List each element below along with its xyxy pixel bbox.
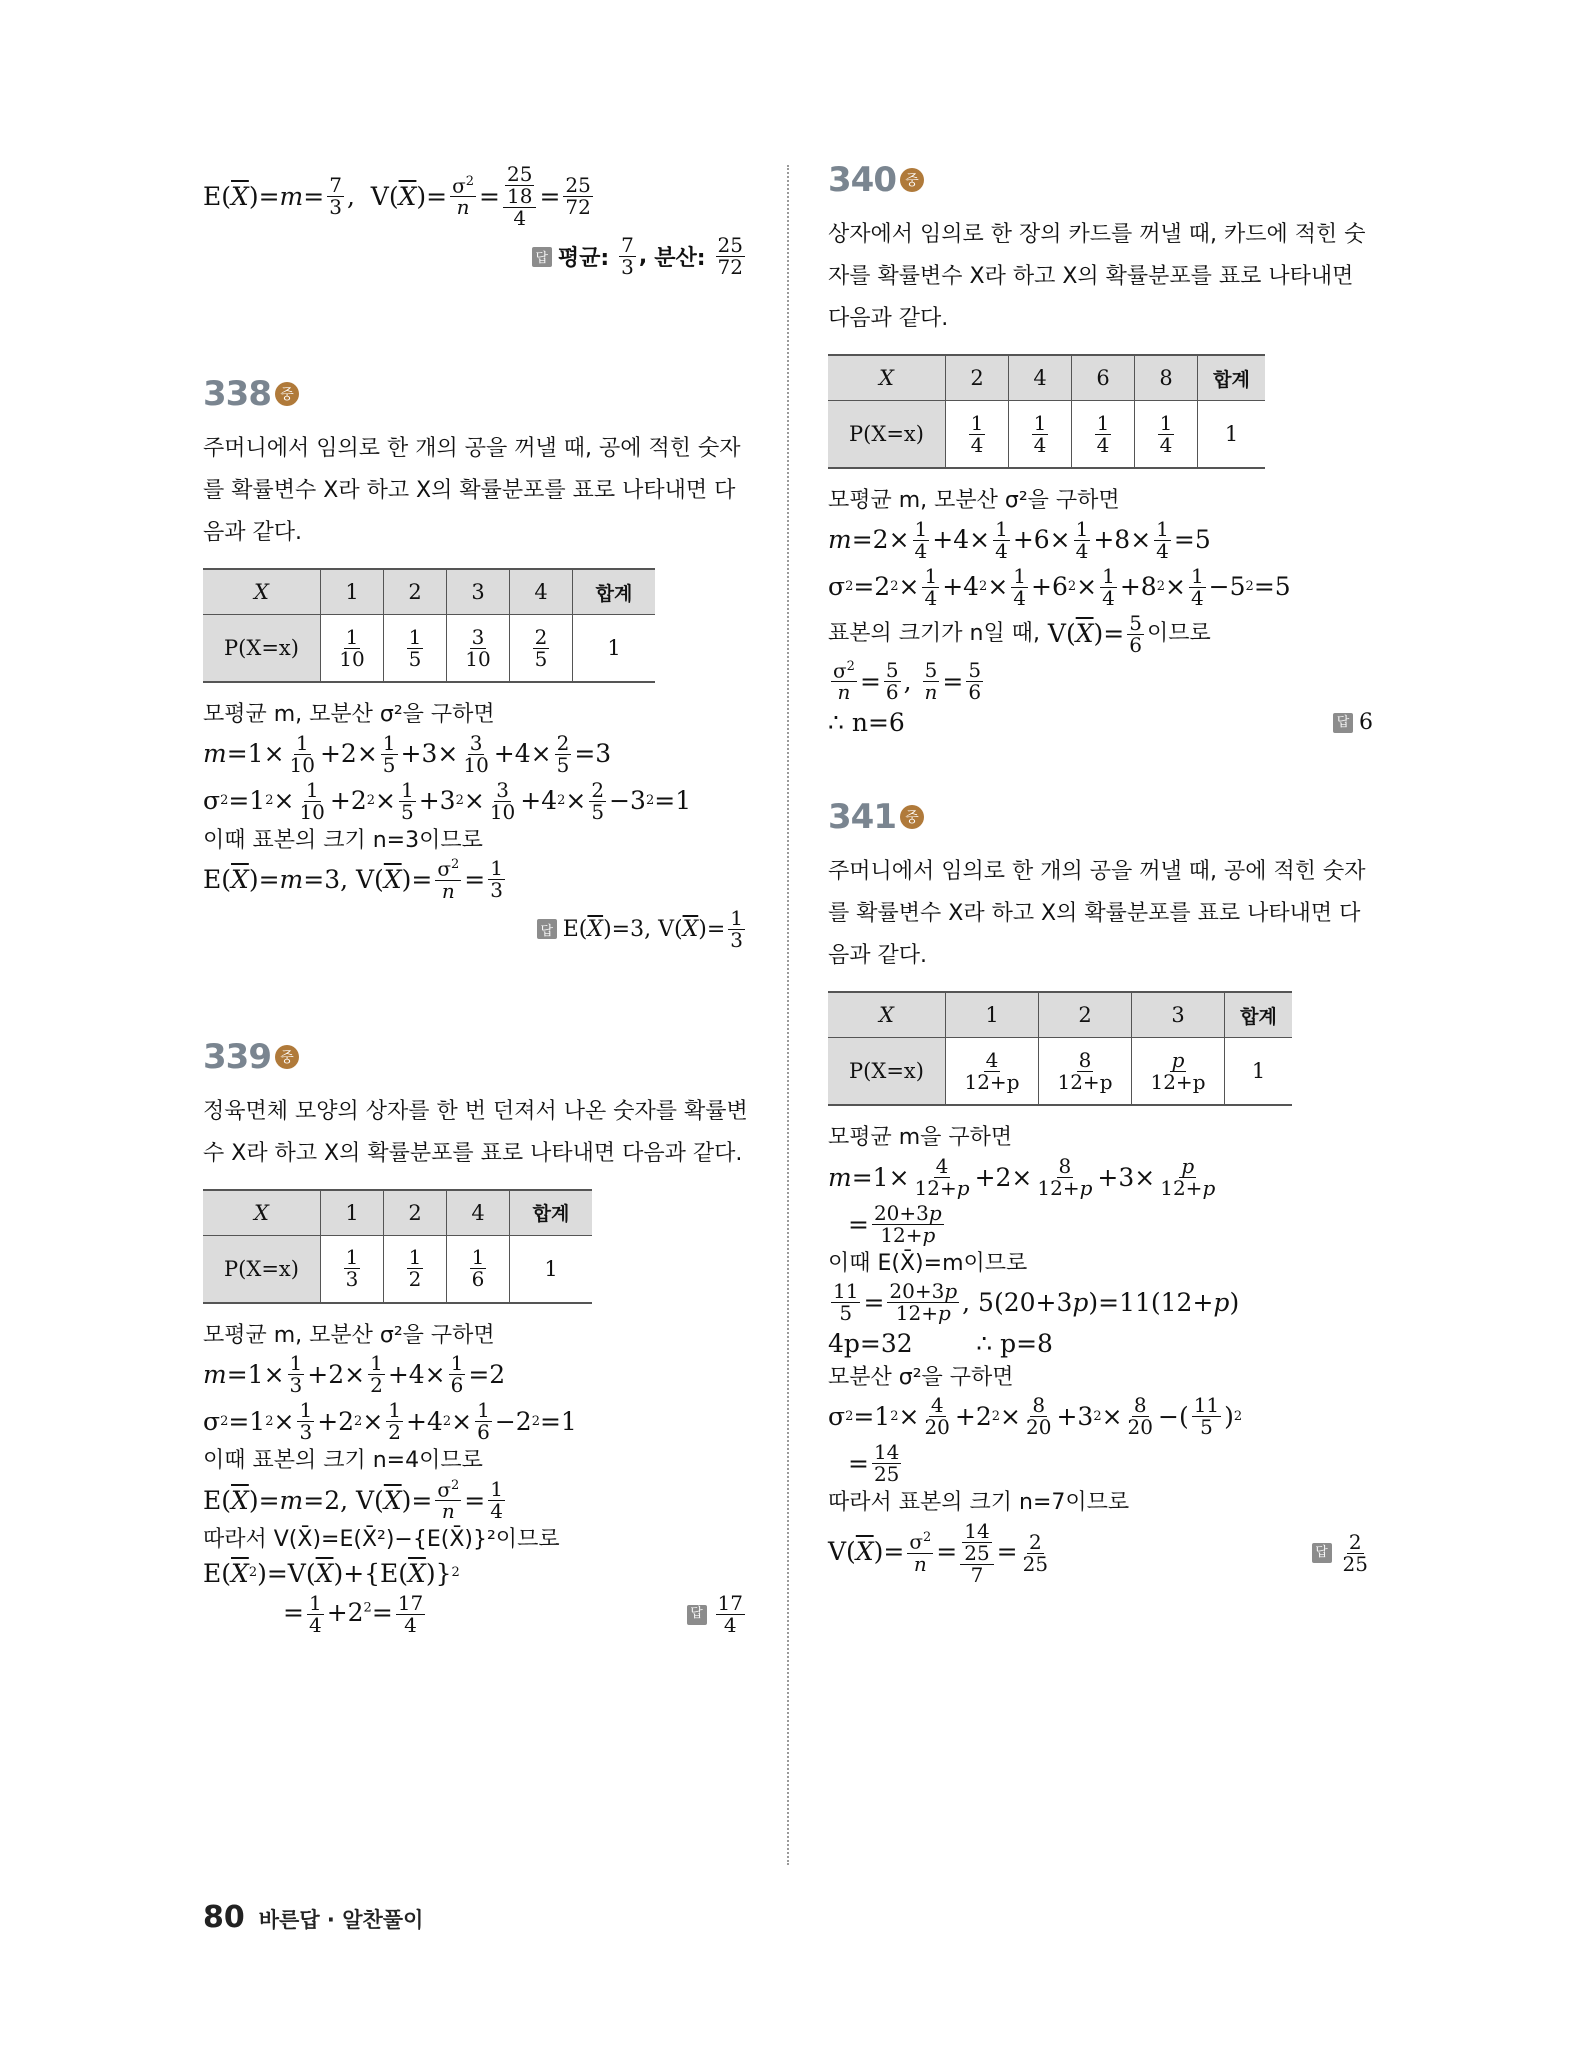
p-equation: $\frac{11}{5}$ = $\frac{20+3p}{12+p}$ , 5(20+3 p )=11(12+ p ) (833, 1279, 1240, 1326)
distribution-table: X 1 2 3 4 합계 P(X=x) $\frac{1}{10}$ $\frac{1}{5}$ $\frac{3}{10}$ $\frac{2}{5}$ 1 (203, 568, 655, 683)
problem-341: 341 중 주머니에서 임의로 한 개의 공을 꺼낼 때, 공에 적힌 숫자를 확률변수 X라 하고 X의 확률분포를 표로 나타내면 다음과 같다. X 1 2 3 합계 P(X=x) $\frac{4}{12+p}$ $\frac{8}{12+p}$ $\frac{p}{12+p}$ 1 모평균 m을 구하면 m =1× $\frac{4}{12+p}$ +2× $\frac{8}{12+p}$ +3× $\frac{p}{12+p}$ = $\frac{20+3p}{12+p}$ 이때 E(X̄)=m이므로 $\frac{11}{5}$ = $\frac{20+3p}{12+p}$ , 5(20+3 p )=11(12+ p ) 4p=32 ∴ p=8 모분산 σ²을 구하면 σ 2 =1 2 × $\frac{4}{20}$ +2 2 × $\frac{8}{20}$ +3 2 × $\frac{8}{20}$ −( $\frac{11}{5}$ ) 2 = $\frac{14}{25}$ 따라서 표본의 크기 n=7이므로 $V(\overline{X})=$ $\frac{\sigma^2}{n}$ = $\frac{\frac{14}{25}}{7}$ = $\frac{2}{25}$ 답 $\frac{2}{25}$ (828, 797, 1373, 1585)
sample-mean-equation: E( $\overline{X}$ )= m =3, V( $\overline{X}$ )= $\frac{\sigma^2}{n}$ = $\frac{1}{3}$ (203, 856, 503, 903)
problem-text: 주머니에서 임의로 한 개의 공을 꺼낼 때, 공에 적힌 숫자를 확률변수 X라 하고 X의 확률분포를 표로 나타내면 다음과 같다. (203, 436, 741, 545)
fraction: $\frac{\sigma^2}{n}$ (452, 173, 475, 220)
n-equation: $\frac{\sigma^2}{n}$ = $\frac{5}{6}$ , $\frac{5}{n}$ = $\frac{5}{6}$ (833, 657, 982, 705)
problem-number: 340 (828, 160, 896, 200)
right-column (828, 160, 1373, 1590)
variance-equation-cont: = $\frac{14}{25}$ (848, 1440, 900, 1487)
mean-equation-cont: = $\frac{20+3p}{12+p}$ (848, 1200, 942, 1247)
problem-338: 338 중 주머니에서 임의로 한 개의 공을 꺼낼 때, 공에 적힌 숫자를 확률변수 X라 하고 X의 확률분포를 표로 나타내면 다음과 같다. X 1 2 3 4 합계 P(X=x) $\frac{1}{10}$ $\frac{1}{5}$ $\frac{3}{10}$ $\frac{2}{5}$ 1 모평균 m, 모분산 σ²을 구하면 m =1× $\frac{1}{10}$ +2× $\frac{1}{5}$ +3× $\frac{3}{10}$ +4× $\frac{2}{5}$ =3 σ 2 =1 2 × $\frac{1}{10}$ +2 2 × $\frac{1}{5}$ +3 2 × $\frac{3}{10}$ +4 2 × $\frac{2}{5}$ −3 2 =1 이때 표본의 크기 n=3이므로 E( $\overline{X}$ )= m =3, V( $\overline{X}$ )= $\frac{\sigma^2}{n}$ = $\frac{1}{3}$ 답 E( $\overline{X}$ )=3, V( $\overline{X}$ )= $\frac{1}{3}$ (203, 374, 748, 951)
problem-number: 341 (828, 797, 896, 838)
difficulty-icon: 중 (275, 1045, 299, 1069)
difficulty-icon: 중 (900, 168, 924, 192)
problem-339: 339 중 정육면체 모양의 상자를 한 번 던져서 나온 숫자를 확률변수 X라 하고 X의 확률분포를 표로 나타내면 다음과 같다. X 1 2 4 합계 P(X=x) $\frac{1}{3}$ $\frac{1}{2}$ $\frac{1}{6}$ 1 모평균 m, 모분산 σ²을 구하면 m =1× $\frac{1}{3}$ +2× $\frac{1}{2}$ +4× $\frac{1}{6}$ =2 σ 2 =1 2 × $\frac{1}{3}$ +2 2 × $\frac{1}{2}$ +4 2 × $\frac{1}{6}$ −2 2 =1 이때 표본의 크기 n=4이므로 E( $\overline{X}$ )= m =2, V( $\overline{X}$ )= $\frac{\sigma^2}{n}$ = $\frac{1}{4}$ 따라서 V(X̄)=E(X̄²)−{E(X̄)}²이므로 E( $\overline{X}$ 2 )=V( $\overline{X}$ )+{E( $\overline{X}$ )} 2 = $\frac{1}{4}$ $+2^2=$ $\frac{17}{4}$ 답 $\frac{17}{4}$ (203, 1036, 748, 1638)
fraction: $\frac{7}{3}$ (329, 173, 342, 219)
p-result: 4p=32 ∴ p=8 (828, 1329, 1053, 1359)
final-equation: $V(\overline{X})=$ $\frac{\sigma^2}{n}$ = $\frac{\frac{14}{25}}{7}$ = $\frac{2}{25}$ 답 $\frac{2}{25}$ (828, 1521, 1373, 1586)
answer-mark-icon: 답 (537, 919, 557, 939)
variance-equation: σ 2 =1 2 × $\frac{4}{20}$ +2 2 × $\frac{8}{20}$ +3 2 × $\frac{8}{20}$ −( $\frac{11}{5}$ ) 2 (828, 1393, 1243, 1440)
therefore-line: ∴ n=6 답 6 (828, 708, 1373, 738)
problem-number: 338 (203, 374, 271, 414)
mean-equation: m =1× $\frac{1}{3}$ +2× $\frac{1}{2}$ +4× $\frac{1}{6}$ =2 (203, 1351, 506, 1398)
problem-text: 상자에서 임의로 한 장의 카드를 꺼낼 때, 카드에 적힌 숫자를 확률변수 X라 하고 X의 확률분포를 표로 나타내면 다음과 같다. (828, 222, 1366, 331)
answer-340: 답 6 (1333, 709, 1373, 737)
mean-equation: m =1× $\frac{1}{10}$ +2× $\frac{1}{5}$ +3× $\frac{3}{10}$ +4× $\frac{2}{5}$ =3 (203, 730, 612, 777)
difficulty-icon: 중 (900, 805, 924, 829)
left-column (203, 160, 748, 1640)
variance-equation: σ 2 =1 2 × $\frac{1}{10}$ +2 2 × $\frac{1}{5}$ +3 2 × $\frac{3}{10}$ +4 2 × $\frac{2}{5}$ −3 2 =1 (203, 777, 692, 824)
mean-equation: m =2× $\frac{1}{4}$ +4× $\frac{1}{4}$ +6× $\frac{1}{4}$ +8× $\frac{1}{4}$ =5 (828, 516, 1211, 563)
fraction: $\frac{\frac{25}{18}}{4}$ (503, 164, 536, 229)
answer-341: 답 $\frac{2}{25}$ (1312, 1532, 1373, 1575)
fraction: $\frac{25}{72}$ (565, 173, 591, 219)
answer-mark-icon: 답 (1312, 1543, 1332, 1563)
problem-340: 340 중 상자에서 임의로 한 장의 카드를 꺼낼 때, 카드에 적힌 숫자를 확률변수 X라 하고 X의 확률분포를 표로 나타내면 다음과 같다. X 2 4 6 8 합계 P(X=x) $\frac{1}{4}$ $\frac{1}{4}$ $\frac{1}{4}$ $\frac{1}{4}$ 1 모평균 m, 모분산 σ²을 구하면 m =2× $\frac{1}{4}$ +4× $\frac{1}{4}$ +6× $\frac{1}{4}$ +8× $\frac{1}{4}$ =5 σ 2 =2 2 × $\frac{1}{4}$ +4 2 × $\frac{1}{4}$ +6 2 × $\frac{1}{4}$ +8 2 × $\frac{1}{4}$ −5 2 =5 표본의 크기가 n일 때, V( $\overline{X}$ )= $\frac{5}{6}$ 이므로 $\frac{\sigma^2}{n}$ = $\frac{5}{6}$ , $\frac{5}{n}$ = $\frac{5}{6}$ ∴ n=6 답 6 (828, 160, 1373, 738)
sample-size-line: 표본의 크기가 n일 때, V( $\overline{X}$ )= $\frac{5}{6}$ 이므로 (828, 610, 1211, 657)
page-footer (203, 1900, 423, 1935)
problem-text: 주머니에서 임의로 한 개의 공을 꺼낼 때, 공에 적힌 숫자를 확률변수 X라 하고 X의 확률분포를 표로 나타내면 다음과 같다. (828, 859, 1366, 969)
book-title: 바른답 · 알찬풀이 (258, 1908, 424, 1932)
variance-equation: σ 2 =2 2 × $\frac{1}{4}$ +4 2 × $\frac{1}{4}$ +6 2 × $\frac{1}{4}$ +8 2 × $\frac{1}{4}$ −5 2 =5 (828, 563, 1291, 610)
final-equation: = $\frac{1}{4}$ $+2^2=$ $\frac{17}{4}$ 답 $\frac{17}{4}$ (203, 1593, 748, 1636)
column-divider (787, 165, 789, 1865)
variance-equation: σ 2 =1 2 × $\frac{1}{3}$ +2 2 × $\frac{1}{2}$ +4 2 × $\frac{1}{6}$ −2 2 =1 (203, 1398, 577, 1445)
page-number: 80 (203, 1900, 245, 1935)
answer-mark-icon: 답 (1333, 713, 1353, 733)
e-square-equation: E( $\overline{X}$ 2 )=V( $\overline{X}$ )+{E( $\overline{X}$ )} 2 (203, 1558, 460, 1588)
distribution-table: X 1 2 4 합계 P(X=x) $\frac{1}{3}$ $\frac{1}{2}$ $\frac{1}{6}$ 1 (203, 1189, 592, 1304)
answer-339: 답 $\frac{17}{4}$ (687, 1593, 748, 1636)
answer-mark-icon: 답 (532, 247, 552, 267)
prev-result-line: E( $\overline{X}$ )= m = $\frac{7}{3}$ , V( $\overline{X}$ )= $\frac{\sigma^2}{n}$ = $\frac{\frac{25}{18}}{4}$ = $\frac{25}{72}$ (203, 162, 591, 230)
prev-answer: 답 평균: $\frac{7}{3}$ , 분산: $\frac{25}{72}$ (203, 235, 748, 278)
problem-text: 정육면체 모양의 상자를 한 번 던져서 나온 숫자를 확률변수 X라 하고 X의 확률분포를 표로 나타내면 다음과 같다. (203, 1098, 748, 1166)
sample-mean-equation: E( $\overline{X}$ )= m =2, V( $\overline{X}$ )= $\frac{\sigma^2}{n}$ = $\frac{1}{4}$ (203, 1476, 503, 1524)
answer-mark-icon: 답 (687, 1605, 707, 1625)
answer-338: 답 E( $\overline{X}$ )=3, V( $\overline{X}$ )= $\frac{1}{3}$ (203, 908, 748, 951)
distribution-table: X 2 4 6 8 합계 P(X=x) $\frac{1}{4}$ $\frac{1}{4}$ $\frac{1}{4}$ $\frac{1}{4}$ 1 (828, 354, 1265, 469)
distribution-table: X 1 2 3 합계 P(X=x) $\frac{4}{12+p}$ $\frac{8}{12+p}$ $\frac{p}{12+p}$ 1 (828, 991, 1292, 1106)
problem-number: 339 (203, 1036, 271, 1077)
mean-equation: m =1× $\frac{4}{12+p}$ +2× $\frac{8}{12+p}$ +3× $\frac{p}{12+p}$ (828, 1153, 1216, 1200)
difficulty-icon: 중 (275, 382, 299, 406)
